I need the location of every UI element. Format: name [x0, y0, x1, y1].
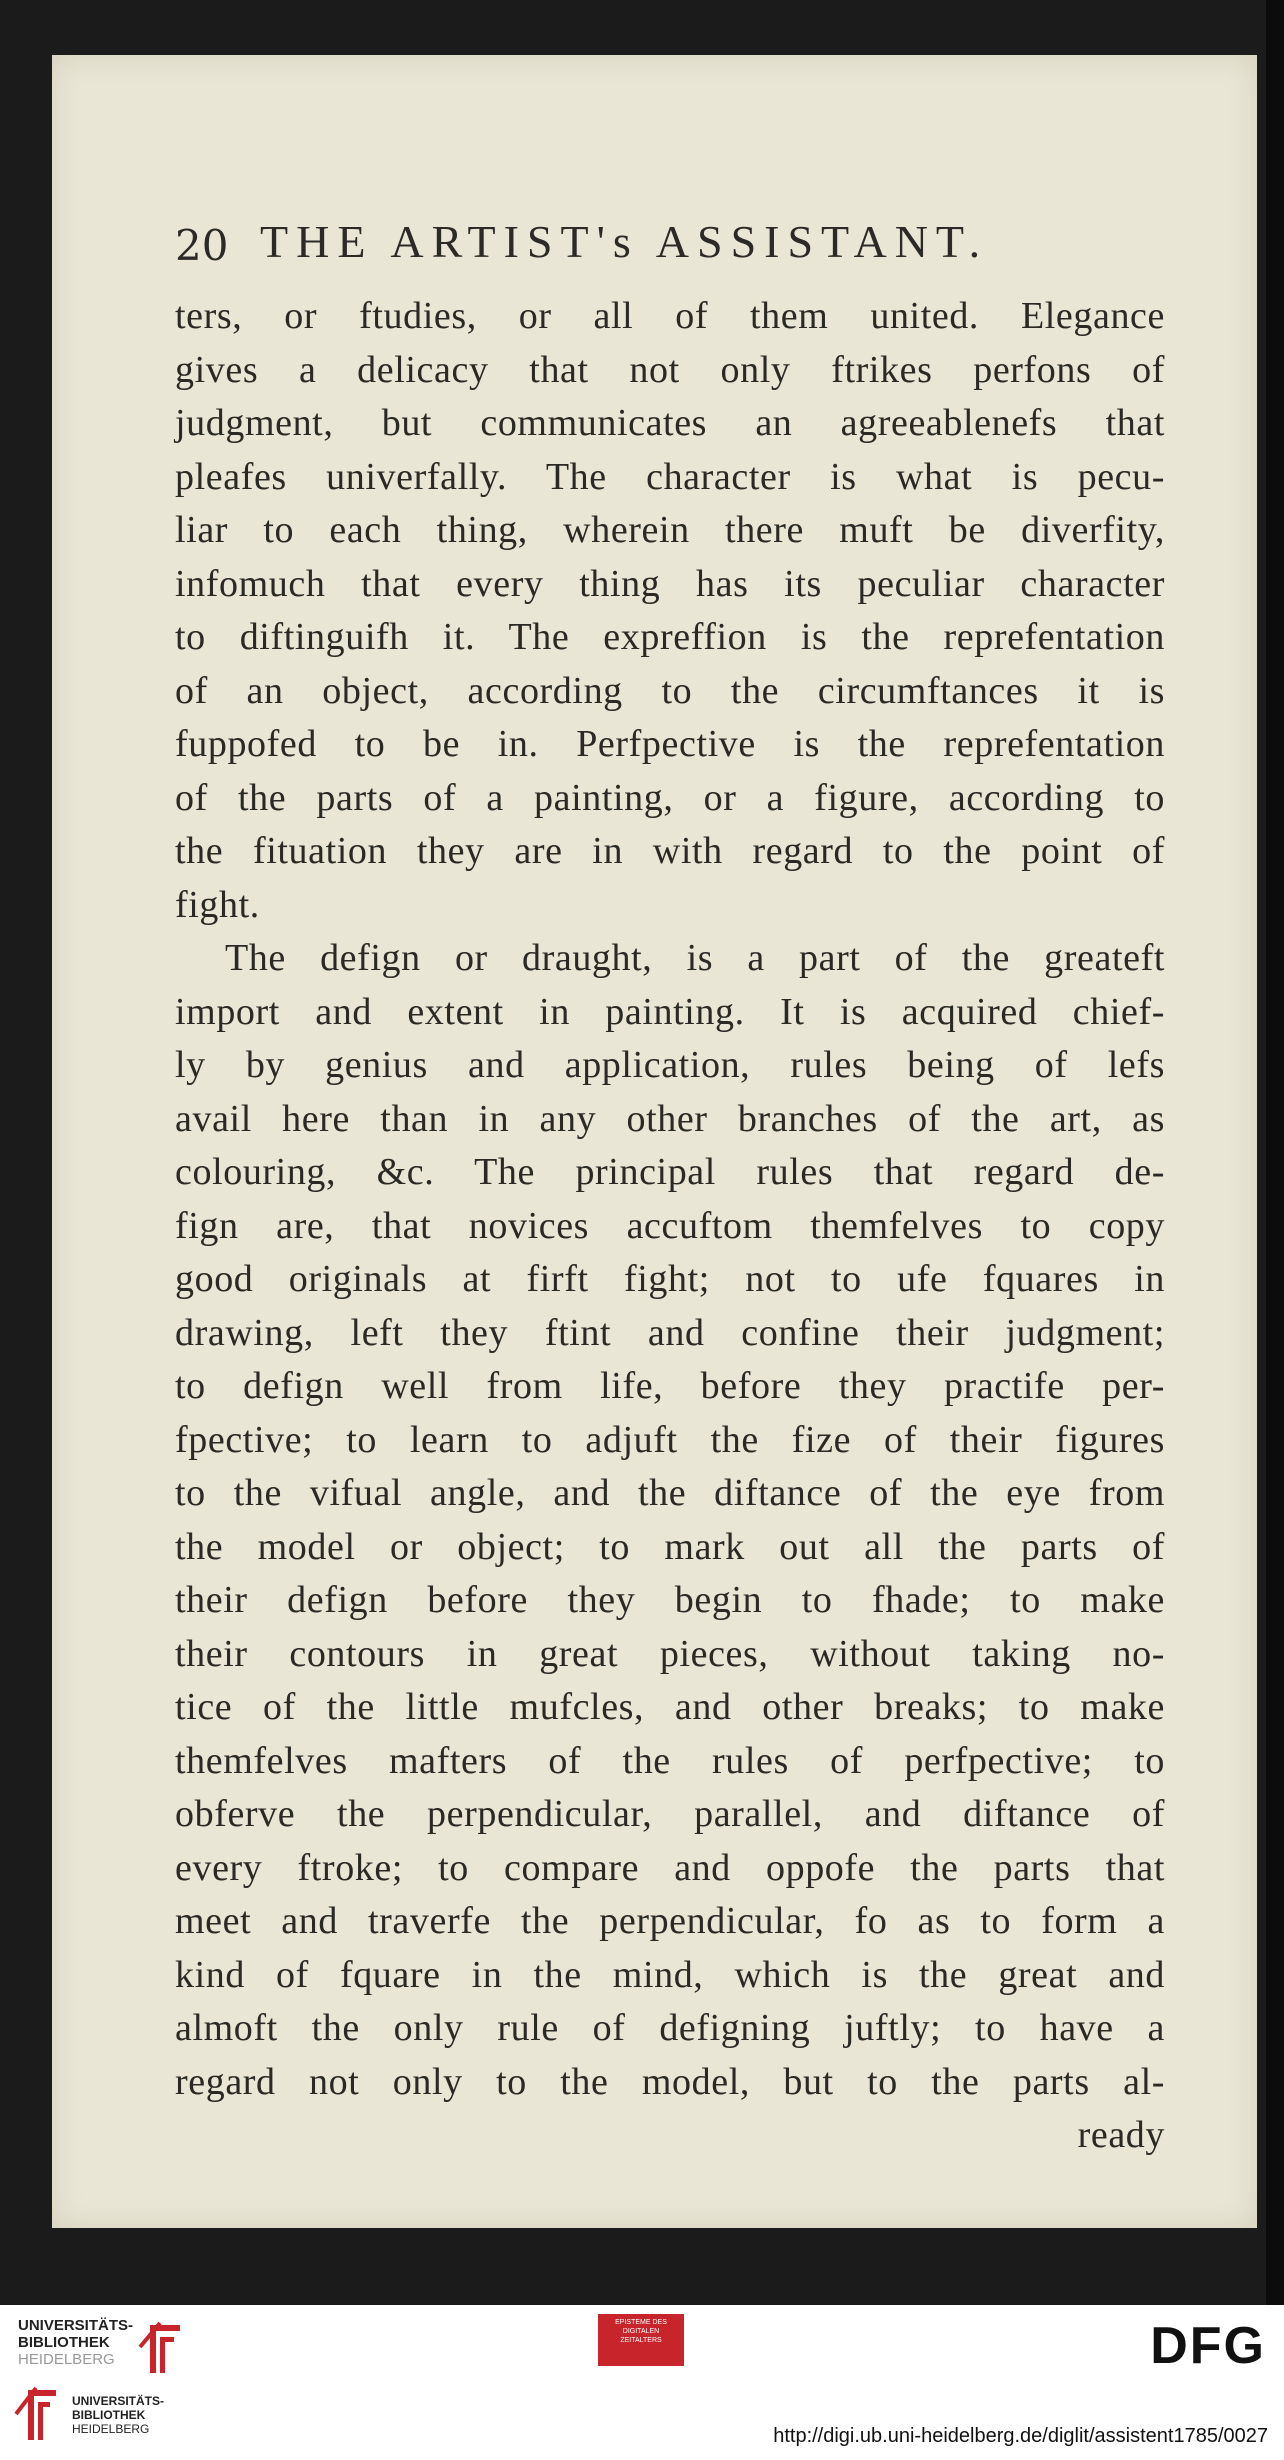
- ub-heidelberg-logo-bottom[interactable]: [12, 2380, 212, 2450]
- text-line: obferve the perpendicular, parallel, and diftance of: [175, 1793, 1165, 1835]
- text-line: drawing, left they ftint and confine their judgment;: [175, 1311, 1165, 1354]
- catchword: ready: [1077, 2114, 1165, 2156]
- text-line: ly by genius and application, rules being of lefs: [175, 1044, 1165, 1086]
- text-line: themfelves mafters of the rules of perfpective; to: [175, 1739, 1165, 1782]
- ub-mark-icon: [12, 2380, 68, 2444]
- ub-mark-icon: [130, 2317, 190, 2377]
- text-line: the model or object; to mark out all the parts of: [175, 1525, 1165, 1568]
- running-head: THE ARTIST's ASSISTANT.: [260, 216, 989, 267]
- text-line: kind of fquare in the mind, which is the great and: [175, 1953, 1165, 1996]
- text-line: import and extent in painting. It is acquired chief-: [175, 990, 1165, 1033]
- ub-logo-line: HEIDELBERG: [18, 2351, 115, 2368]
- text-line: of an object, according to the circumftances it is: [175, 669, 1165, 712]
- text-line: ters, or ftudies, or all of them united. Elegance: [175, 295, 1165, 337]
- text-line: fight.: [175, 883, 260, 926]
- text-line: regard not only to the model, but to the parts al-: [175, 2060, 1165, 2103]
- text-line: avail here than in any other branches of the art, as: [175, 1097, 1165, 1140]
- ub-logo-text: [18, 2317, 133, 2368]
- ub-bottom-line: BIBLIOTHEK: [72, 2408, 146, 2422]
- center-logo-line: DIGITALEN: [622, 2328, 660, 2335]
- text-line: good originals at firft fight; not to ufe fquares in: [175, 1258, 1165, 1300]
- scan-edge: [1266, 0, 1284, 2305]
- text-line: judgment, but communicates an agreeablenefs that: [175, 402, 1165, 444]
- ub-heidelberg-logo[interactable]: [18, 2317, 188, 2377]
- text-line: fign are, that novices accuftom themfelves to copy: [175, 1204, 1165, 1247]
- text-line: fuppofed to be in. Perfpective is the reprefentation: [175, 723, 1165, 765]
- text-line: colouring, &c. The principal rules that regard de-: [175, 1151, 1165, 1193]
- text-line: of the parts of a painting, or a figure, according to: [175, 776, 1165, 819]
- ub-bottom-line: UNIVERSITÄTS-: [72, 2394, 165, 2408]
- ub-logo-line: UNIVERSITÄTS-: [18, 2317, 134, 2334]
- ub-bottom-line: HEIDELBERG: [72, 2422, 150, 2436]
- text-line: pleafes univerfally. The character is what is pecu-: [175, 455, 1165, 498]
- text-line: The defign or draught, is a part of the greateft: [225, 937, 1165, 979]
- text-line: their contours in great pieces, without taking no-: [175, 1632, 1165, 1675]
- center-logo-line: ZEITALTERS: [620, 2337, 662, 2344]
- page-header: [175, 215, 1155, 285]
- text-line: to the vifual angle, and the diftance of the eye from: [175, 1472, 1165, 1514]
- text-line: the fituation they are in with regard to the point of: [175, 830, 1165, 872]
- center-logo-line: EPISTEME DES: [615, 2319, 667, 2326]
- ub-logo-line: BIBLIOTHEK: [18, 2334, 110, 2351]
- text-line: to diftinguifh it. The expreffion is the reprefentation: [175, 616, 1165, 658]
- ub-bottom-text: [72, 2394, 164, 2436]
- text-line: almoft the only rule of defigning juftly; to have a: [175, 2007, 1165, 2049]
- body-text: [175, 290, 1165, 2163]
- text-line: tice of the little mufcles, and other breaks; to make: [175, 1686, 1165, 1728]
- digital-epoch-logo[interactable]: [598, 2314, 684, 2366]
- text-line: fpective; to learn to adjuft the fize of their figures: [175, 1418, 1165, 1461]
- text-line: gives a delicacy that not only ftrikes perfons of: [175, 348, 1165, 391]
- text-line: every ftroke; to compare and oppofe the parts that: [175, 1846, 1165, 1889]
- text-line: infomuch that every thing has its peculiar character: [175, 562, 1165, 605]
- text-line: to defign well from life, before they practife per-: [175, 1365, 1165, 1407]
- dfg-logo[interactable]: DFG: [1150, 2317, 1266, 2375]
- text-line: their defign before they begin to fhade; to make: [175, 1579, 1165, 1621]
- text-line: meet and traverfe the perpendicular, fo as to form a: [175, 1900, 1165, 1942]
- permalink-url[interactable]: http://digi.ub.uni-heidelberg.de/diglit/assistent1785/0027: [773, 2425, 1268, 2447]
- page-number: 20: [175, 221, 229, 270]
- text-line: liar to each thing, wherein there muft be diverfity,: [175, 509, 1165, 551]
